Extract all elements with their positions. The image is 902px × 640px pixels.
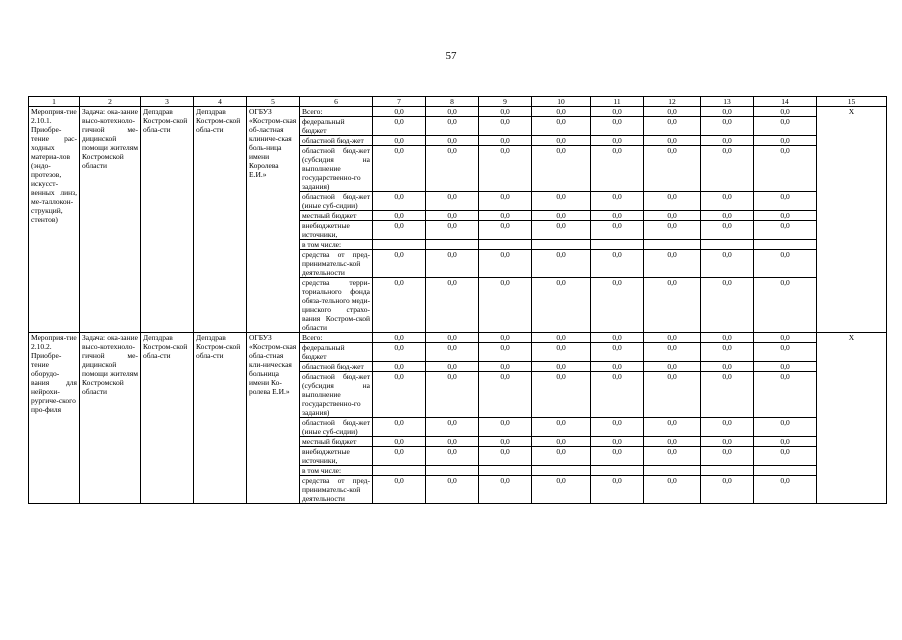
value-cell: 0,0 [373,117,426,136]
value-cell: 0,0 [373,146,426,192]
executor-cell: Депздрав Костром-ской обла-сти [194,107,247,333]
column-header: 13 [701,97,754,107]
column-header: 4 [194,97,247,107]
value-cell: 0,0 [479,146,532,192]
column-header: 12 [644,97,701,107]
column-header: 2 [80,97,141,107]
funding-source-cell: Всего: [300,333,373,343]
value-cell: 0,0 [426,221,479,240]
value-cell: 0,0 [373,192,426,211]
funding-source-cell: в том числе: [300,240,373,250]
value-cell: 0,0 [644,221,701,240]
value-cell: 0,0 [591,372,644,418]
funding-source-cell: местный бюджет [300,437,373,447]
funding-source-cell: внебюджетные источники, [300,221,373,240]
value-cell: 0,0 [754,211,817,221]
value-cell: 0,0 [373,418,426,437]
value-cell: 0,0 [373,437,426,447]
value-cell: 0,0 [591,418,644,437]
value-cell: 0,0 [591,476,644,504]
funding-source-cell: областной бюд-жет (субсидия на выполнение государственно-го задания) [300,146,373,192]
value-cell: 0,0 [701,476,754,504]
value-cell: 0,0 [373,278,426,333]
value-cell: 0,0 [644,362,701,372]
funding-source-cell: местный бюджет [300,211,373,221]
value-cell: 0,0 [426,333,479,343]
value-cell: 0,0 [373,372,426,418]
funding-source-cell: областной бюд-жет (субсидия на выполнение государственно-го задания) [300,372,373,418]
value-cell: 0,0 [701,362,754,372]
value-cell: 0,0 [701,221,754,240]
value-cell: 0,0 [754,117,817,136]
table-row [29,107,887,117]
executor-cell: Депздрав Костром-ской обла-сти [194,333,247,504]
value-cell: 0,0 [373,447,426,466]
result-cell: X [817,107,887,333]
value-cell [532,240,591,250]
value-cell [754,466,817,476]
funding-source-cell: внебюджетные источники, [300,447,373,466]
column-header: 10 [532,97,591,107]
value-cell: 0,0 [754,476,817,504]
page-number: 57 [445,50,457,62]
value-cell: 0,0 [426,476,479,504]
value-cell: 0,0 [479,343,532,362]
value-cell: 0,0 [754,107,817,117]
task-cell: Задача: ока-зание высо-котехноло-гичной ме-дицинской помощи жителям Костромской области [80,333,141,504]
task-cell: Задача: ока-зание высо-котехноло-гичной ме-дицинской помощи жителям Костромской области [80,107,141,333]
value-cell: 0,0 [644,437,701,447]
value-cell: 0,0 [701,117,754,136]
value-cell: 0,0 [426,372,479,418]
funding-source-cell: в том числе: [300,466,373,476]
value-cell: 0,0 [426,146,479,192]
column-header: 15 [817,97,887,107]
value-cell: 0,0 [754,418,817,437]
column-header: 8 [426,97,479,107]
value-cell: 0,0 [479,278,532,333]
funding-source-cell: средства от пред-принимательс-кой деятельности [300,250,373,278]
value-cell: 0,0 [426,437,479,447]
value-cell: 0,0 [426,447,479,466]
value-cell: 0,0 [426,418,479,437]
value-cell: 0,0 [532,362,591,372]
value-cell: 0,0 [532,476,591,504]
participant-cell: ОГБУЗ «Костром-ская об-ластная клиниче-ская боль-ница имени Королева Е.И.» [247,107,300,333]
value-cell: 0,0 [701,107,754,117]
value-cell: 0,0 [532,146,591,192]
value-cell: 0,0 [426,136,479,146]
value-cell: 0,0 [532,192,591,211]
value-cell [644,240,701,250]
value-cell: 0,0 [754,362,817,372]
value-cell [532,466,591,476]
value-cell: 0,0 [701,192,754,211]
value-cell: 0,0 [644,250,701,278]
value-cell: 0,0 [532,372,591,418]
value-cell: 0,0 [426,211,479,221]
value-cell: 0,0 [701,278,754,333]
value-cell: 0,0 [701,250,754,278]
value-cell [591,240,644,250]
funding-source-cell: областной бюд-жет [300,136,373,146]
value-cell: 0,0 [701,146,754,192]
value-cell [426,240,479,250]
result-cell: X [817,333,887,504]
value-cell: 0,0 [644,418,701,437]
column-header: 11 [591,97,644,107]
value-cell: 0,0 [479,333,532,343]
value-cell: 0,0 [479,476,532,504]
value-cell: 0,0 [532,418,591,437]
value-cell: 0,0 [479,437,532,447]
value-cell: 0,0 [644,211,701,221]
value-cell: 0,0 [591,117,644,136]
value-cell: 0,0 [373,250,426,278]
funding-source-cell: средства от пред-принимательс-кой деятельности [300,476,373,504]
value-cell: 0,0 [532,447,591,466]
value-cell: 0,0 [591,447,644,466]
value-cell: 0,0 [532,117,591,136]
value-cell: 0,0 [644,192,701,211]
table-row [29,333,887,343]
funding-source-cell: Всего: [300,107,373,117]
column-header: 5 [247,97,300,107]
funding-source-cell: федеральный бюджет [300,117,373,136]
value-cell: 0,0 [479,192,532,211]
value-cell: 0,0 [532,343,591,362]
value-cell: 0,0 [479,362,532,372]
column-header: 6 [300,97,373,107]
value-cell: 0,0 [754,146,817,192]
value-cell: 0,0 [426,117,479,136]
value-cell: 0,0 [426,278,479,333]
value-cell: 0,0 [532,278,591,333]
column-header: 7 [373,97,426,107]
value-cell: 0,0 [591,221,644,240]
value-cell: 0,0 [591,362,644,372]
funding-source-cell: областной бюд-жет [300,362,373,372]
value-cell [701,466,754,476]
value-cell: 0,0 [479,250,532,278]
value-cell [701,240,754,250]
value-cell: 0,0 [754,447,817,466]
value-cell: 0,0 [644,146,701,192]
funding-source-cell: средства терри-ториального фонда обяза-тельного меди-цинского страхо-вания Костром-ской области [300,278,373,333]
column-header: 1 [29,97,80,107]
responsible-cell: Депздрав Костром-ской обла-сти [141,107,194,333]
value-cell: 0,0 [754,372,817,418]
value-cell: 0,0 [644,117,701,136]
value-cell: 0,0 [591,278,644,333]
column-header: 9 [479,97,532,107]
responsible-cell: Депздрав Костром-ской обла-сти [141,333,194,504]
column-header: 14 [754,97,817,107]
value-cell: 0,0 [373,343,426,362]
value-cell: 0,0 [754,278,817,333]
value-cell: 0,0 [479,117,532,136]
value-cell: 0,0 [479,107,532,117]
value-cell: 0,0 [591,107,644,117]
value-cell: 0,0 [532,211,591,221]
value-cell: 0,0 [373,211,426,221]
budget-table [28,96,887,504]
funding-source-cell: областной бюд-жет (иные суб-сидии) [300,192,373,211]
value-cell [373,466,426,476]
value-cell: 0,0 [373,221,426,240]
value-cell: 0,0 [532,221,591,240]
value-cell: 0,0 [373,476,426,504]
value-cell: 0,0 [591,343,644,362]
value-cell: 0,0 [479,418,532,437]
value-cell: 0,0 [754,437,817,447]
value-cell: 0,0 [644,107,701,117]
value-cell: 0,0 [532,333,591,343]
value-cell: 0,0 [754,343,817,362]
value-cell: 0,0 [479,136,532,146]
value-cell [373,240,426,250]
value-cell: 0,0 [754,250,817,278]
column-header: 3 [141,97,194,107]
measure-name-cell: Мероприя-тие 2.10.1. Приобре-тение рас-ходных материа-лов (эндо-протезов, искусст-венных линз, ме-таллокон-струкций, стентов) [29,107,80,333]
value-cell: 0,0 [644,447,701,466]
value-cell: 0,0 [532,136,591,146]
value-cell: 0,0 [479,221,532,240]
header-row [29,97,887,107]
value-cell: 0,0 [644,343,701,362]
value-cell: 0,0 [644,333,701,343]
value-cell: 0,0 [701,136,754,146]
value-cell: 0,0 [701,343,754,362]
value-cell [644,466,701,476]
value-cell: 0,0 [591,136,644,146]
value-cell: 0,0 [373,333,426,343]
value-cell: 0,0 [754,221,817,240]
value-cell: 0,0 [532,250,591,278]
value-cell: 0,0 [644,372,701,418]
measure-name-cell: Мероприя-тие 2.10.2. Приобре-тение оборудо-вания для нейрохи-рургиче-ского про-филя [29,333,80,504]
value-cell: 0,0 [754,333,817,343]
value-cell: 0,0 [701,372,754,418]
value-cell: 0,0 [426,192,479,211]
value-cell: 0,0 [532,107,591,117]
funding-source-cell: федеральный бюджет [300,343,373,362]
value-cell: 0,0 [426,343,479,362]
value-cell [479,466,532,476]
value-cell: 0,0 [701,333,754,343]
value-cell: 0,0 [591,250,644,278]
value-cell: 0,0 [644,476,701,504]
participant-cell: ОГБУЗ «Костром-ская обла-стная кли-ническая больница имени Ко-ролева Е.И.» [247,333,300,504]
value-cell: 0,0 [373,107,426,117]
value-cell: 0,0 [479,372,532,418]
value-cell: 0,0 [591,192,644,211]
value-cell [754,240,817,250]
value-cell: 0,0 [479,447,532,466]
value-cell [479,240,532,250]
value-cell: 0,0 [701,418,754,437]
value-cell: 0,0 [591,437,644,447]
value-cell: 0,0 [373,136,426,146]
value-cell: 0,0 [644,278,701,333]
value-cell [426,466,479,476]
value-cell [591,466,644,476]
value-cell: 0,0 [701,437,754,447]
value-cell: 0,0 [701,211,754,221]
value-cell: 0,0 [426,250,479,278]
funding-source-cell: областной бюд-жет (иные суб-сидии) [300,418,373,437]
value-cell: 0,0 [754,136,817,146]
value-cell: 0,0 [591,211,644,221]
value-cell: 0,0 [373,362,426,372]
value-cell: 0,0 [701,447,754,466]
value-cell: 0,0 [479,211,532,221]
value-cell: 0,0 [644,136,701,146]
value-cell: 0,0 [426,107,479,117]
value-cell: 0,0 [754,192,817,211]
value-cell: 0,0 [591,333,644,343]
value-cell: 0,0 [591,146,644,192]
value-cell: 0,0 [532,437,591,447]
value-cell: 0,0 [426,362,479,372]
